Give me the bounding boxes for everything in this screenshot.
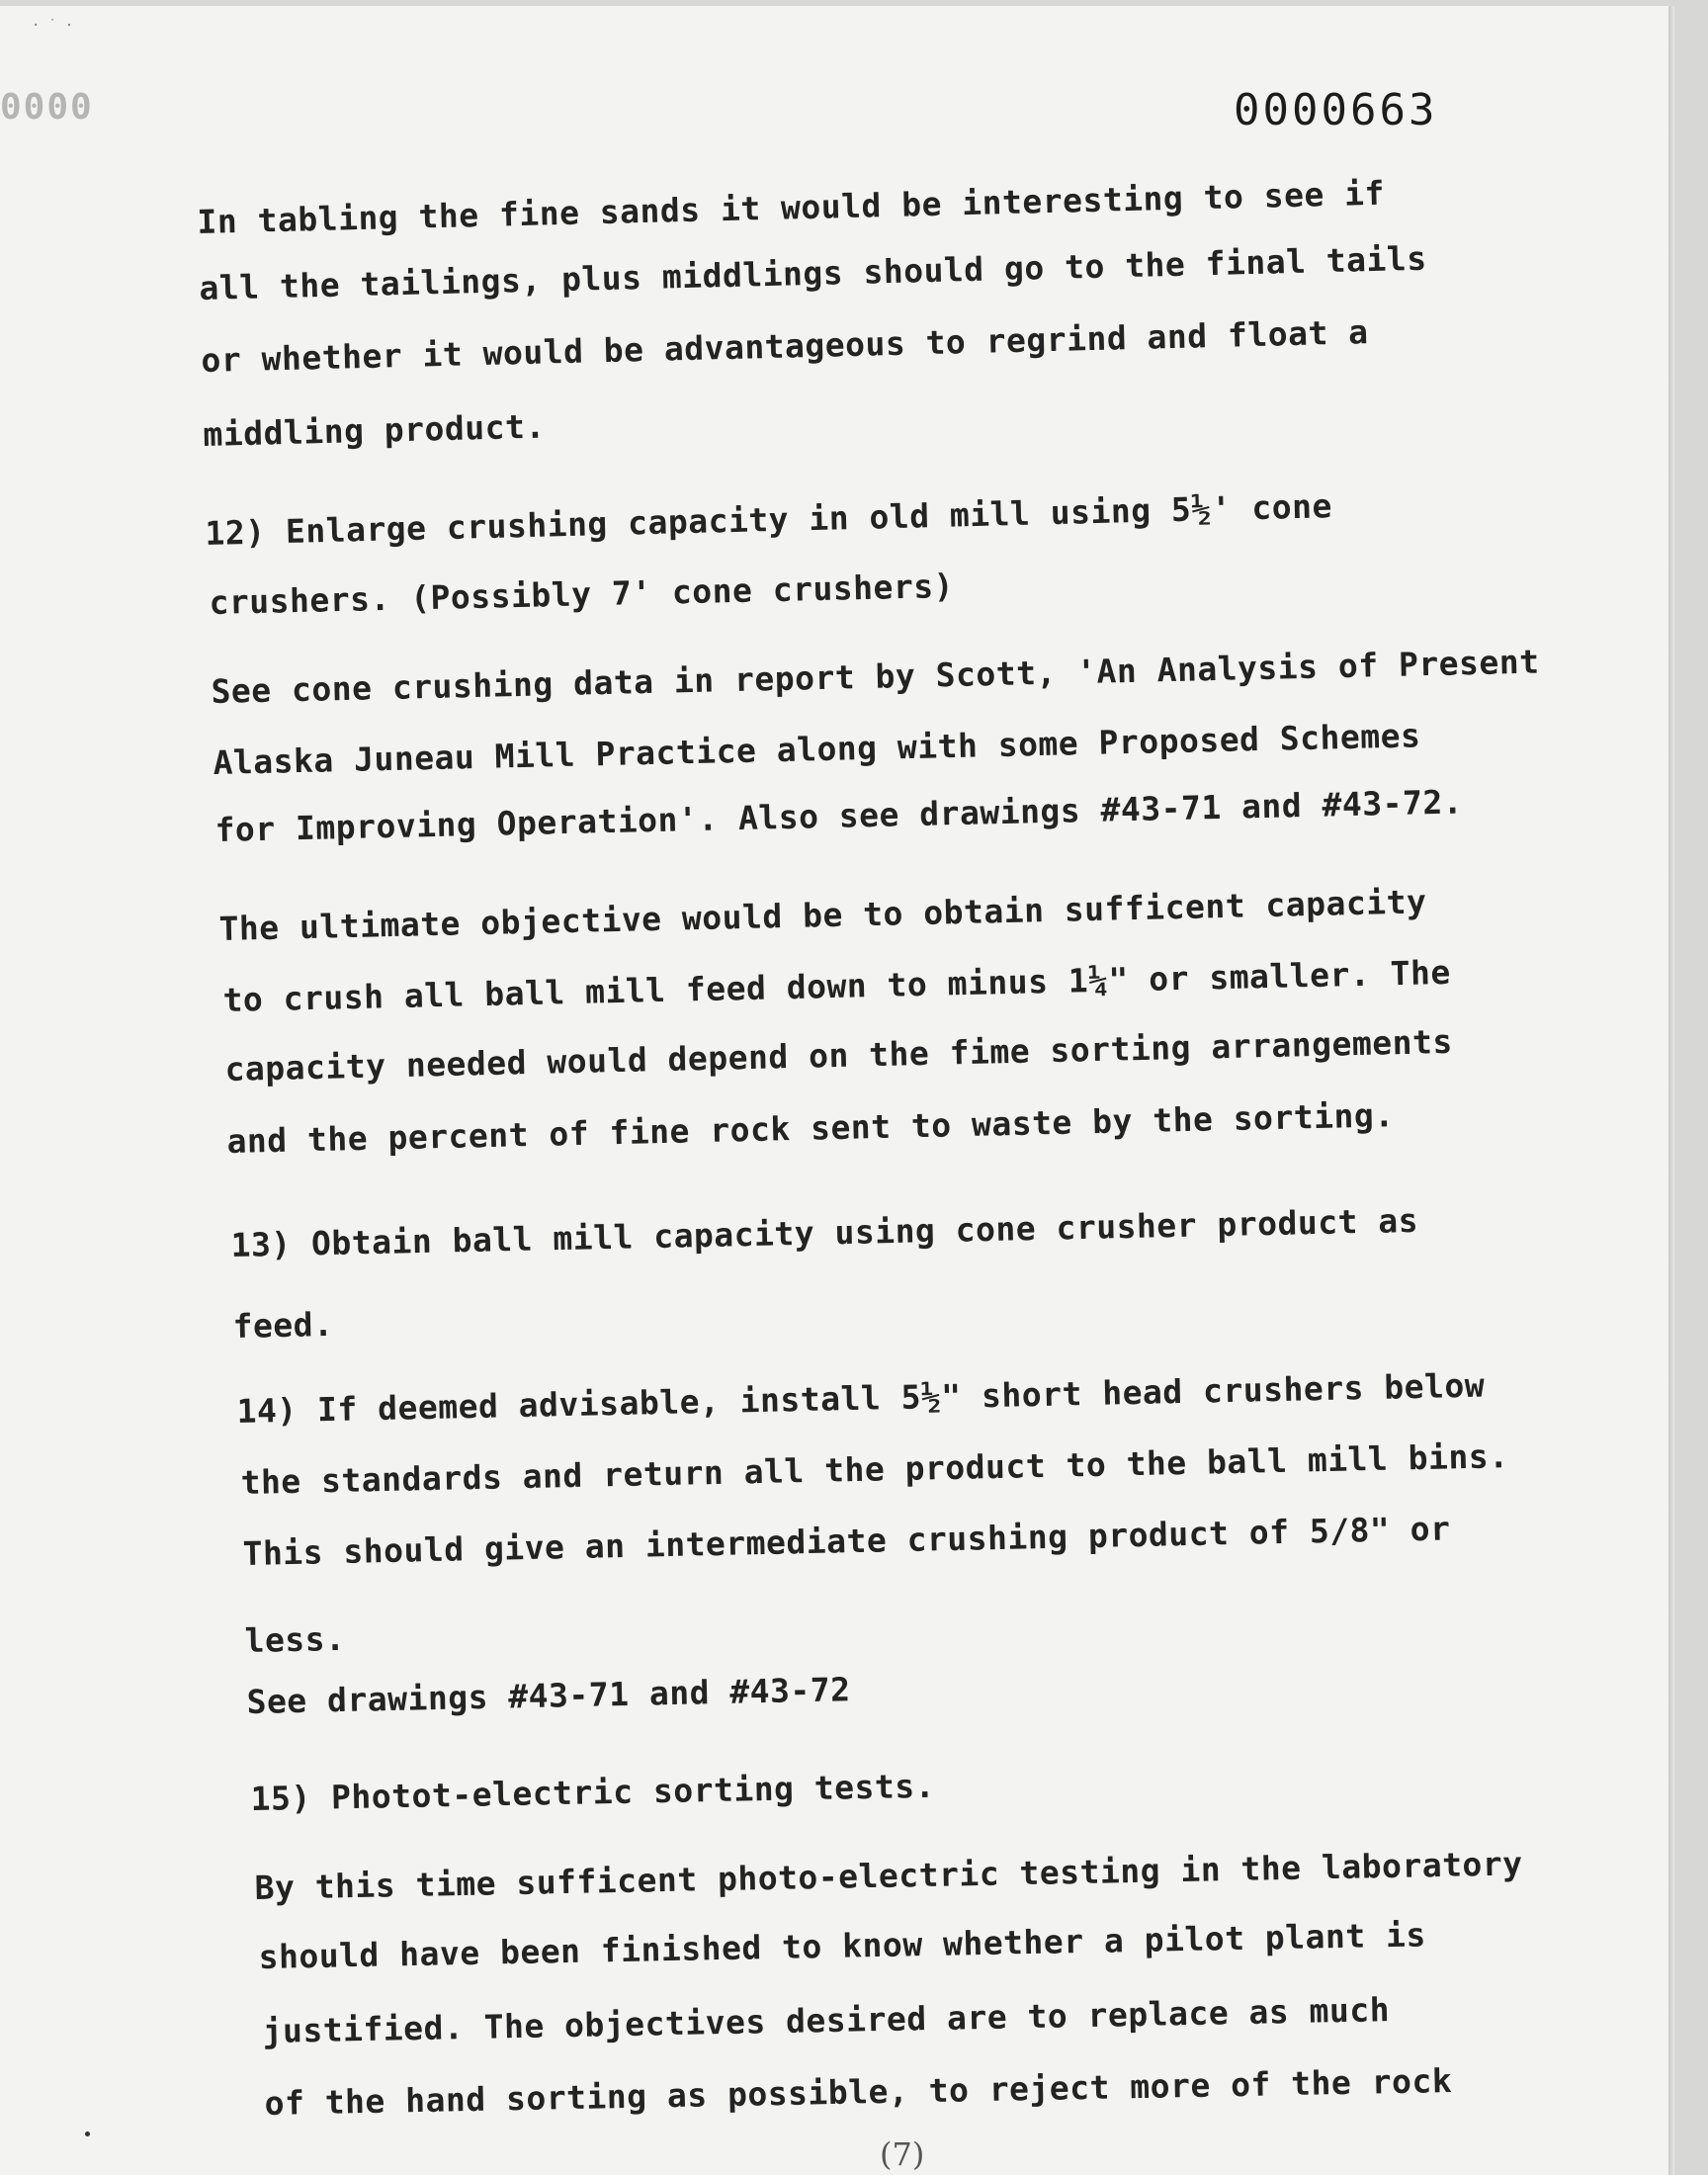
text-line: less. xyxy=(244,1618,346,1660)
text-line: See cone crushing data in report by Scott, 'An Analysis of Present xyxy=(211,642,1540,711)
text-line: The ultimate objective would be to obtain sufficent capacity xyxy=(218,882,1427,948)
text-line: all the tailings, plus middlings should go to the final tails xyxy=(199,238,1428,307)
text-line: the standards and return all the product to the ball mill bins. xyxy=(240,1436,1509,1502)
text-line: In tabling the fine sands it would be interesting to see if xyxy=(197,173,1386,241)
text-line: Alaska Juneau Mill Practice along with some Proposed Schemes xyxy=(213,716,1421,782)
text-line: 12) Enlarge crushing capacity in old mill using 5½' cone xyxy=(205,486,1333,553)
text-line: 14) If deemed advisable, install 5½" short head crushers below xyxy=(236,1365,1486,1431)
text-line: for Improving Operation'. Also see drawings #43-71 and #43-72. xyxy=(214,782,1464,849)
text-line: See drawings #43-71 and #43-72 xyxy=(246,1670,851,1721)
corner-id: 0000 xyxy=(0,87,94,128)
text-line: or whether it would be advantageous to regrind and float a xyxy=(201,312,1369,380)
text-line: feed. xyxy=(232,1304,334,1346)
text-line: and the percent of fine rock sent to waste by the sorting. xyxy=(226,1095,1396,1161)
text-line: By this time sufficent photo-electric testing in the laboratory xyxy=(254,1844,1523,1907)
text-line: 13) Obtain ball mill capacity using cone crusher product as xyxy=(230,1200,1419,1264)
text-line: justified. The objectives desired are to replace as much xyxy=(262,1990,1391,2050)
text-line: crushers. (Possibly 7' cone crushers) xyxy=(209,566,955,622)
page-number: (7) xyxy=(880,2135,925,2173)
text-line: of the hand sorting as possible, to reject more of the rock xyxy=(264,2060,1453,2123)
text-line: This should give an intermediate crushing product of 5/8" or xyxy=(242,1509,1451,1573)
stray-mark xyxy=(85,2132,90,2136)
document-number: 0000663 xyxy=(1234,85,1438,135)
text-line: 15) Photot-electric sorting tests. xyxy=(250,1766,936,1818)
text-line: middling product. xyxy=(203,406,547,454)
text-line: should have been finished to know whether a pilot plant is xyxy=(258,1915,1427,1976)
text-line: capacity needed would depend on the fime sorting arrangements xyxy=(224,1021,1454,1088)
corner-marks: · ˙ ⋅ xyxy=(32,18,74,34)
text-line: to crush all ball mill feed down to minus 1¼" or smaller. The xyxy=(222,952,1452,1019)
page-edge xyxy=(1668,6,1674,2175)
